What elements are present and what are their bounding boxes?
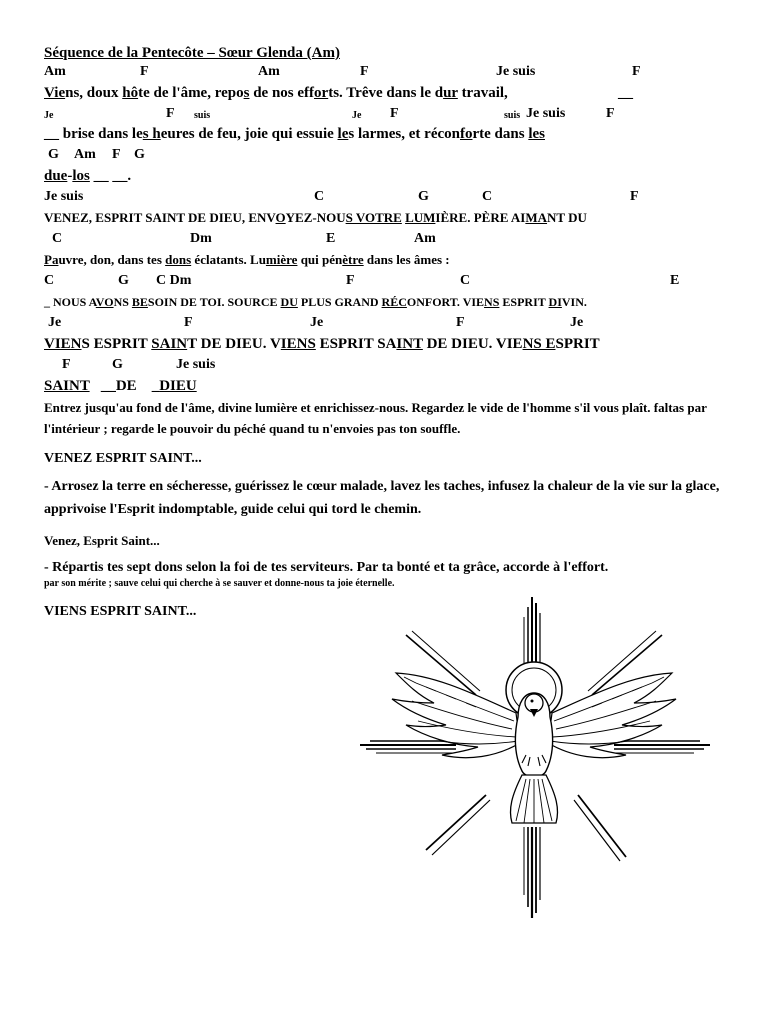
lyric-text: - xyxy=(67,168,73,184)
chord: G xyxy=(134,147,145,162)
lyric-text: ESPRIT xyxy=(499,295,549,309)
lyric-blank: __ xyxy=(44,126,59,142)
chord: Am xyxy=(258,64,280,79)
ray-left xyxy=(360,741,456,753)
lyric-syllable: BE xyxy=(131,295,148,309)
chord: G xyxy=(418,189,429,204)
chord: Am xyxy=(414,231,436,246)
chord: Am xyxy=(44,64,66,79)
lyric-syllable: or xyxy=(314,85,329,101)
chord-line xyxy=(44,229,724,249)
lyric-text: de nos eff xyxy=(249,85,315,101)
chord: Je suis xyxy=(176,357,216,372)
lyric-syllable: j xyxy=(244,126,250,142)
lyric-text: VIN. xyxy=(561,295,587,309)
lyric-syllable: fo xyxy=(459,126,473,142)
section-heading: VIENS ESPRIT SAINT... xyxy=(44,604,197,619)
section-heading: Venez, Esprit Saint... xyxy=(44,533,160,548)
lyric-syllable: INT xyxy=(396,336,423,352)
chord-line xyxy=(44,271,724,291)
lyric-text: __ __. xyxy=(89,168,132,184)
chord: Je suis xyxy=(44,189,84,204)
lyric-syllable: DU xyxy=(280,295,298,309)
chord: F xyxy=(632,64,641,79)
lyric-text: S ESPRIT xyxy=(81,336,152,352)
lyric-text: dans les âmes : xyxy=(363,252,450,267)
chord: E xyxy=(326,231,336,246)
chord: C xyxy=(460,273,471,288)
chord: C xyxy=(52,231,63,246)
chord: Je xyxy=(310,315,324,330)
lyric-line xyxy=(44,123,724,145)
lyric-syllable: le xyxy=(337,126,349,142)
lyric-text: DE DIEU. VIE xyxy=(422,336,523,352)
lyric-blank: _ xyxy=(44,295,50,309)
lyric-syllable: Pa xyxy=(44,252,59,267)
lyric-syllable: due xyxy=(44,168,68,184)
lyric-text: s larmes, et récon xyxy=(348,126,460,142)
chord: F xyxy=(184,315,193,330)
chord: F xyxy=(630,189,639,204)
lyric-text: __DE xyxy=(89,378,137,394)
chord: F xyxy=(112,147,121,162)
lyric-text: éclatants. Lu xyxy=(191,252,266,267)
lyric-text: ONFORT. VIE xyxy=(406,295,485,309)
lyric-text: NOUS A xyxy=(50,295,96,309)
lyric-syllable: MA xyxy=(525,210,548,225)
paragraph-continuation: par son mérite ; sauve celui qui cherche à se sauver et donne-nous ta joie éternelle. xyxy=(44,578,395,589)
lyric-text: PLUS GRAND xyxy=(297,295,382,309)
chord: suis xyxy=(504,110,521,121)
paragraph: - Répartis tes sept dons selon la foi de tes serviteurs. Par ta bonté et ta grâce, accorde à l'effort. xyxy=(44,560,609,575)
lyric-syllable: NS E xyxy=(522,336,556,352)
chord: Je suis xyxy=(496,64,536,79)
lyric-syllable: SAINT xyxy=(44,378,90,394)
lyric-syllable: s h xyxy=(142,126,161,142)
lyric-text: te de l'âme, repo xyxy=(138,85,244,101)
lyric-text: travail, xyxy=(457,85,508,101)
lyric-text: ns, doux xyxy=(65,85,123,101)
lyric-syllable: RÉC xyxy=(381,295,407,309)
lyric-line xyxy=(44,375,724,397)
lyric-line xyxy=(44,207,724,229)
song-sheet xyxy=(44,44,724,620)
chord: G xyxy=(112,357,123,372)
ray-bottom xyxy=(524,827,540,918)
section-heading: VENEZ ESPRIT SAINT... xyxy=(44,451,202,466)
chord-line xyxy=(44,62,724,82)
chord-line xyxy=(44,104,724,123)
lyric-text: uvre, don, dans tes xyxy=(58,252,166,267)
chord: Je suis xyxy=(526,106,566,121)
chord: C xyxy=(314,189,325,204)
lyric-text: IÈRE. PÈRE AI xyxy=(435,210,526,225)
dove-eye xyxy=(531,700,534,703)
song-title: Séquence de la Pentecôte – Sœur Glenda (Am) xyxy=(44,45,340,61)
lyric-syllable: DIEU xyxy=(159,378,197,394)
lyric-line xyxy=(44,333,724,355)
chord: F xyxy=(390,106,399,121)
lyric-text: ESPRIT SA xyxy=(315,336,397,352)
lyric-syllable: s xyxy=(243,85,250,101)
paragraph: Entrez jusqu'au fond de l'âme, divine lumière et enrichissez-nous. Regardez le vide de l'homme s'il vous plaît. faltas par l'intérieur ; regarde le pouvoir du péché quand tu n'envoies pas ton souffle. xyxy=(44,400,707,436)
lyric-line xyxy=(44,165,724,187)
lyric-text: brise dans le xyxy=(59,126,143,142)
lyric-blank: __ xyxy=(618,85,633,101)
chord: F xyxy=(360,64,369,79)
chord: F xyxy=(456,315,465,330)
chord-line xyxy=(44,145,724,165)
lyric-syllable: NS xyxy=(484,295,500,309)
lyric-syllable: O xyxy=(275,210,286,225)
lyric-syllable: SAIN xyxy=(151,336,188,352)
chord-line xyxy=(44,355,724,375)
lyric-syllable: mière xyxy=(265,252,298,267)
lyric-syllable: ur xyxy=(443,85,458,101)
lyric-syllable: VO xyxy=(95,295,114,309)
lyric-text: qui pén xyxy=(297,252,343,267)
chord: G xyxy=(118,273,129,288)
lyric-text: SOIN DE TOI. SOURCE xyxy=(147,295,281,309)
lyric-text: VENEZ, ESPRIT SAINT DE DIEU, ENV xyxy=(44,210,276,225)
chord: Dm xyxy=(190,231,212,246)
chord: Je xyxy=(44,110,54,121)
lyric-syllable: hô xyxy=(122,85,139,101)
lyric-text: eures de feu, xyxy=(160,126,245,142)
lyric-syllable: Vie xyxy=(44,85,66,101)
lyric-text: T DE DIEU. V xyxy=(187,336,281,352)
lyric-syllable: dons xyxy=(165,252,192,267)
paragraph: - Arrosez la terre en sécheresse, guérissez le cœur malade, lavez les taches, infusez la chaleur de la vie sur la glace, apprivoise l'Esprit indomptable, guide celui qui tord le chemin. xyxy=(44,479,720,517)
chord-line xyxy=(44,187,724,207)
lyric-text: YEZ-NOU xyxy=(285,210,346,225)
ray-lower-right xyxy=(574,795,626,861)
chord: Am xyxy=(74,147,96,162)
chord: F xyxy=(62,357,71,372)
chord: Je xyxy=(48,315,62,330)
lyric-line xyxy=(44,82,724,104)
lyric-text: ts. Trêve dans le d xyxy=(328,85,444,101)
ray-lower-left xyxy=(426,795,490,855)
lyric-text: SPRIT xyxy=(555,336,600,352)
lyric-text: NT DU xyxy=(547,210,587,225)
lyric-text: NS xyxy=(113,295,132,309)
lyric-syllable: ètre xyxy=(342,252,364,267)
lyric-text: _ xyxy=(136,378,160,394)
lyric-text: rte dans xyxy=(472,126,529,142)
ray-right xyxy=(614,741,710,753)
chord: C Dm xyxy=(156,273,192,288)
lyric-syllable: S VOTRE xyxy=(345,210,402,225)
chord: suis xyxy=(194,110,211,121)
lyric-syllable: DI xyxy=(548,295,562,309)
lyric-syllable: LUM xyxy=(405,210,436,225)
lyric-syllable: IENS xyxy=(280,336,316,352)
lyric-line xyxy=(44,291,724,313)
chord: C xyxy=(482,189,493,204)
chord: F xyxy=(166,106,175,121)
dove-body xyxy=(510,693,557,823)
lyric-text: oie qui essuie xyxy=(249,126,338,142)
chord: G xyxy=(48,147,59,162)
holy-spirit-dove-illustration xyxy=(356,595,714,920)
chord: C xyxy=(44,273,55,288)
chord: F xyxy=(346,273,355,288)
lyric-syllable: les xyxy=(528,126,545,142)
lyric-syllable: VIEN xyxy=(44,336,82,352)
lyric-syllable: los xyxy=(72,168,90,184)
chord: F xyxy=(606,106,615,121)
chord-line xyxy=(44,313,724,333)
chord: Je xyxy=(352,110,362,121)
chord: Je xyxy=(570,315,584,330)
chord: E xyxy=(670,273,680,288)
chord: F xyxy=(140,64,149,79)
lyric-line xyxy=(44,249,724,271)
